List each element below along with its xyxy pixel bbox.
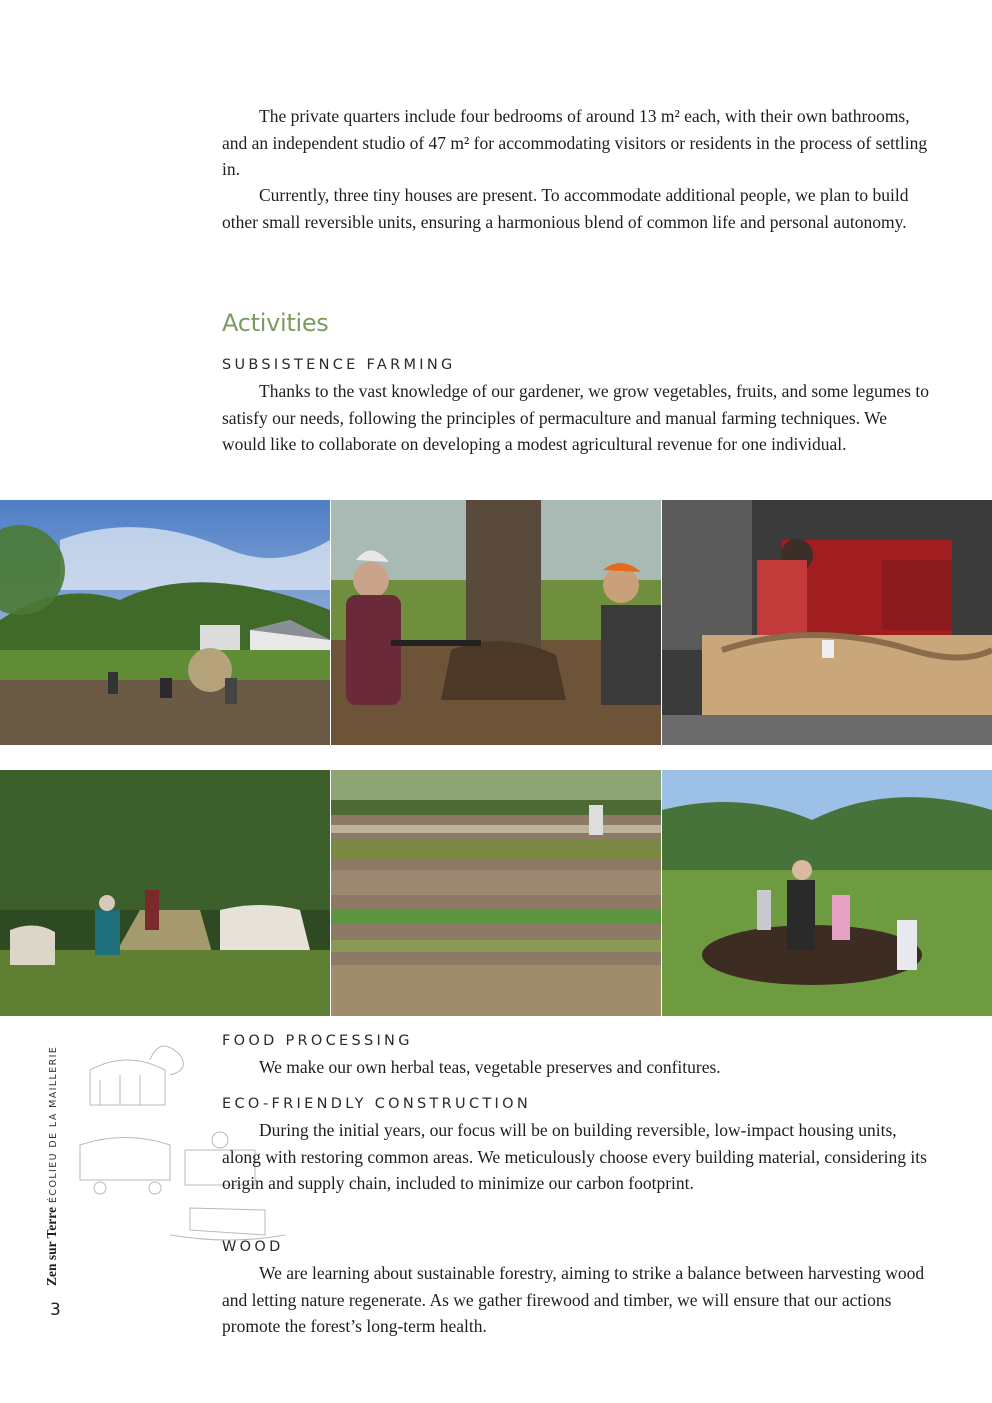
wood-paragraph: [222, 1260, 930, 1340]
photo-children-planting: [662, 770, 992, 1016]
intro-paragraph-1: [222, 103, 930, 183]
construction-title: ECO-FRIENDLY CONSTRUCTION: [222, 1096, 531, 1112]
food-title: FOOD PROCESSING: [222, 1033, 413, 1049]
brand-subtitle: ÉCOLIEU DE LA MAILLERIE: [48, 1045, 59, 1203]
farming-title: SUBSISTENCE FARMING: [222, 357, 456, 373]
photo-tree-felling: [331, 500, 661, 745]
photo-cows-on-path: [0, 770, 330, 1016]
farming-paragraph: [222, 378, 930, 458]
construction-paragraph: [222, 1117, 930, 1197]
farming-text: Thanks to the vast knowledge of our gardener, we grow vegetables, fruits, and some legumes to satisfy our needs, following the principles of permaculture and manual farming techniques. We would like to collaborate on developing a modest agricultural revenue for one individual.: [222, 381, 929, 454]
intro-paragraph-2-text: Currently, three tiny houses are present. To accommodate additional people, we plan to build other small reversible units, ensuring a harmonious blend of common life and personal autonomy.: [222, 185, 909, 232]
photo-vegetable-beds: [331, 770, 661, 1016]
food-paragraph: [222, 1054, 930, 1081]
wood-text: We are learning about sustainable forestry, aiming to strike a balance between harvesting wood and letting nature regenerate. As we gather firewood and timber, we will ensure that our actions promote the forest’s long-term health.: [222, 1263, 925, 1336]
activities-heading: Activities: [222, 309, 329, 337]
brand-name: Zen sur Terre: [44, 1206, 59, 1286]
page-number: 3: [50, 1300, 61, 1320]
wood-title: WOOD: [222, 1239, 284, 1255]
intro-paragraph-1-text: The private quarters include four bedrooms of around 13 m² each, with their own bathrooms, and an independent studio of 47 m² for accommodating visitors or residents in the process of settling in.: [222, 106, 928, 179]
food-text: We make our own herbal teas, vegetable preserves and confitures.: [259, 1057, 721, 1077]
vertical-brand-label: [43, 986, 61, 1286]
photo-woodworking-workshop: [662, 500, 992, 745]
photo-field-hay-bale: [0, 500, 330, 745]
construction-text: During the initial years, our focus will be on building reversible, low-impact housing units, along with restoring common areas. We meticulously choose every building material, considering its origin and supply chain, included to minimize our carbon footprint.: [222, 1120, 927, 1193]
intro-paragraph-2: [222, 182, 930, 235]
